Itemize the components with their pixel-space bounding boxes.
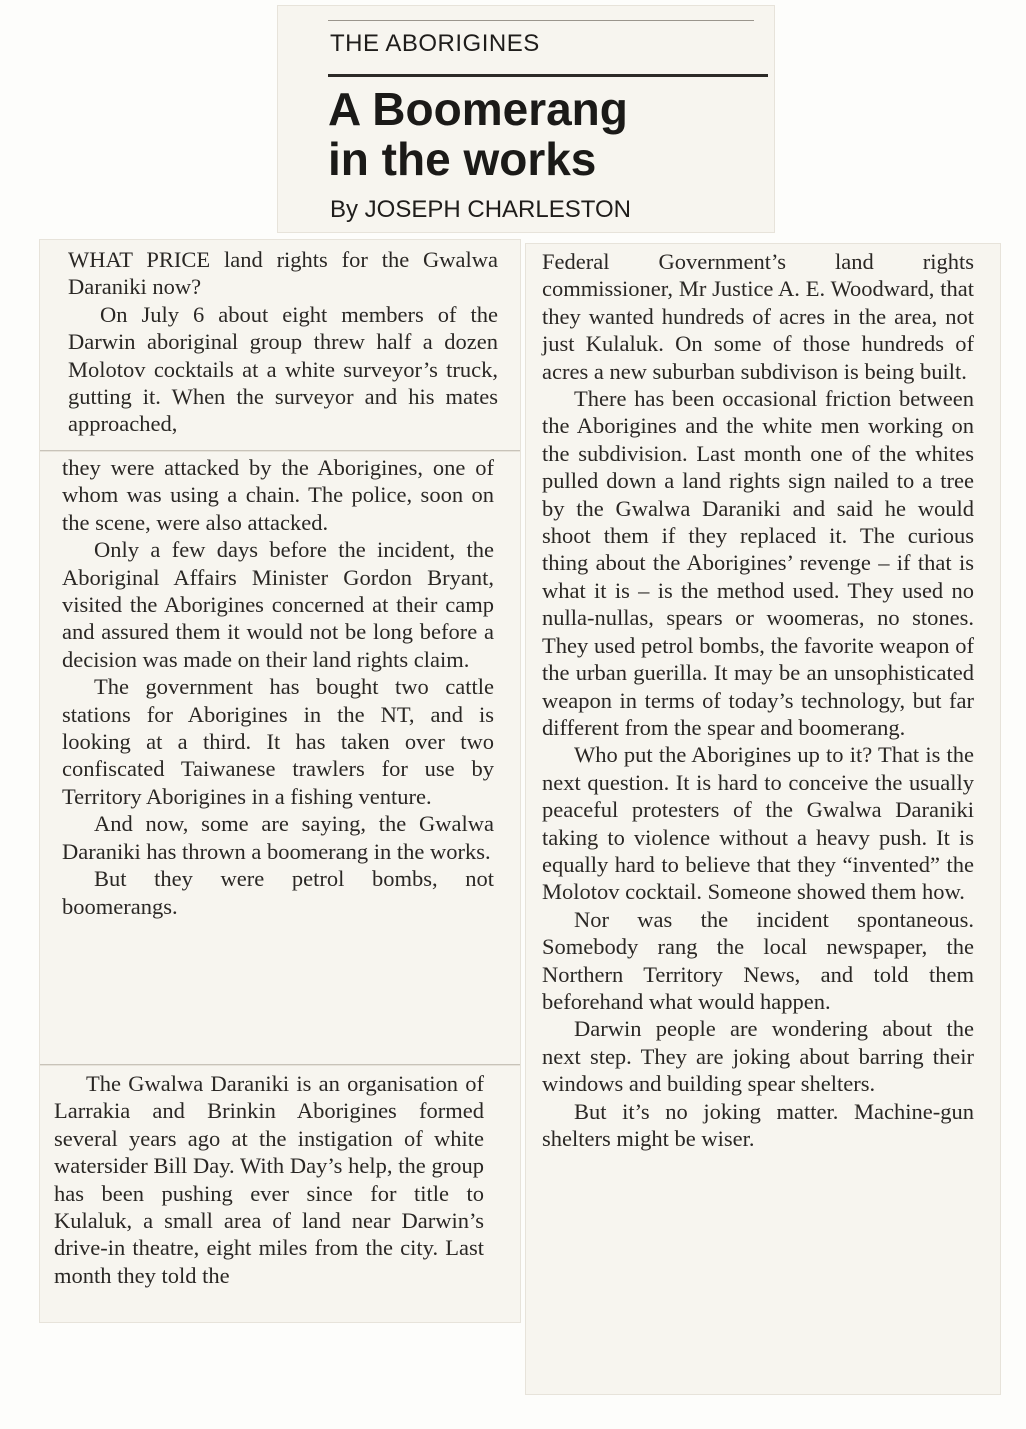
byline: By JOSEPH CHARLESTON: [330, 196, 631, 223]
paragraph: The Gwalwa Daraniki is an organisation of Larrakia and Brinkin Aborigines formed several years ago at the instigation of white watersider Bill Day. With Day’s help, the group has been pushing ever since for title to Kulaluk, a small area of land near Darwin’s drive-in theatre, eight miles from the city. Last month they told the: [54, 1071, 484, 1288]
column-1b-text: [62, 454, 494, 920]
column-2-text: [542, 248, 974, 1152]
kicker-rule: [328, 74, 768, 77]
paragraph: There has been occasional friction between the Aborigines and the white men working on the subdivision. Last month one of the whites pulled down a land rights sign nailed to a tree by the Gwalwa Daraniki and said he would shoot them if they replaced it. The curious thing about the Aborigines’ revenge – if that is what it is – is the method used. They used no nulla-nullas, spears or woomeras, no stones. They used petrol bombs, the favorite weapon of the urban guerilla. It may be an unsophisticated weapon in terms of today’s technology, but far different from the spear and boomerang.: [542, 386, 974, 740]
paragraph: The government has bought two cattle stations for Aborigines in the NT, and is looking at a third. It has taken over two confiscated Taiwanese trawlers for use by Territory Aborigines in a fishing venture.: [62, 674, 494, 809]
column-1c-text: [54, 1070, 484, 1289]
top-rule: [328, 20, 754, 21]
paragraph: Only a few days before the incident, the Aboriginal Affairs Minister Gordon Bryant, visited the Aborigines concerned at their camp and assured them it would not be long before a decision was made on their land rights claim.: [62, 537, 494, 672]
section-kicker: THE ABORIGINES: [330, 30, 540, 57]
headline-line-1: A Boomerang: [328, 83, 628, 135]
paragraph: they were attacked by the Aborigines, one of whom was using a chain. The police, soon on the scene, were also attacked.: [62, 455, 494, 535]
paragraph: But it’s no joking matter. Machine-gun shelters might be wiser.: [542, 1098, 974, 1151]
column-1-clip-a: [40, 240, 520, 450]
column-1-clip-c: [40, 1066, 520, 1322]
paragraph: On July 6 about eight members of the Darwin aboriginal group threw half a dozen Molotov cocktails at a white surveyor’s truck, gutting it. When the surveyor and his mates approached,: [68, 301, 498, 437]
paragraph: Who put the Aborigines up to it? That is the next question. It is hard to conceive the usually peaceful protesters of the Gwalwa Daraniki taking to violence without a heavy push. It is equally hard to believe that they “invented” the Molotov cocktail. Someone showed them how.: [542, 742, 974, 905]
headline-line-2: in the works: [328, 133, 597, 185]
column-1-clip-b: [40, 452, 520, 1064]
paragraph: Nor was the incident spontaneous. Somebody rang the local newspaper, the Northern Territory News, and told them beforehand what would happen.: [542, 906, 974, 1014]
column-2-clip: [526, 244, 1000, 1394]
headline-clipping: [278, 6, 774, 232]
clip-edge-line: [40, 450, 520, 451]
clip-edge-line: [40, 1064, 520, 1065]
paragraph: Darwin people are wondering about the next step. They are joking about barring their windows and building spear shelters.: [542, 1016, 974, 1097]
headline: [328, 84, 768, 184]
column-1a-text: [68, 246, 498, 438]
paragraph: WHAT PRICE land rights for the Gwalwa Daraniki now?: [68, 247, 498, 300]
paragraph: But they were petrol bombs, not boomerangs.: [62, 866, 494, 919]
paragraph: And now, some are saying, the Gwalwa Daraniki has thrown a boomerang in the works.: [62, 811, 494, 864]
paragraph: Federal Government’s land rights commissioner, Mr Justice A. E. Woodward, that they wanted hundreds of acres in the area, not just Kulaluk. On some of those hundreds of acres a new suburban subdivison is being built.: [542, 249, 974, 384]
